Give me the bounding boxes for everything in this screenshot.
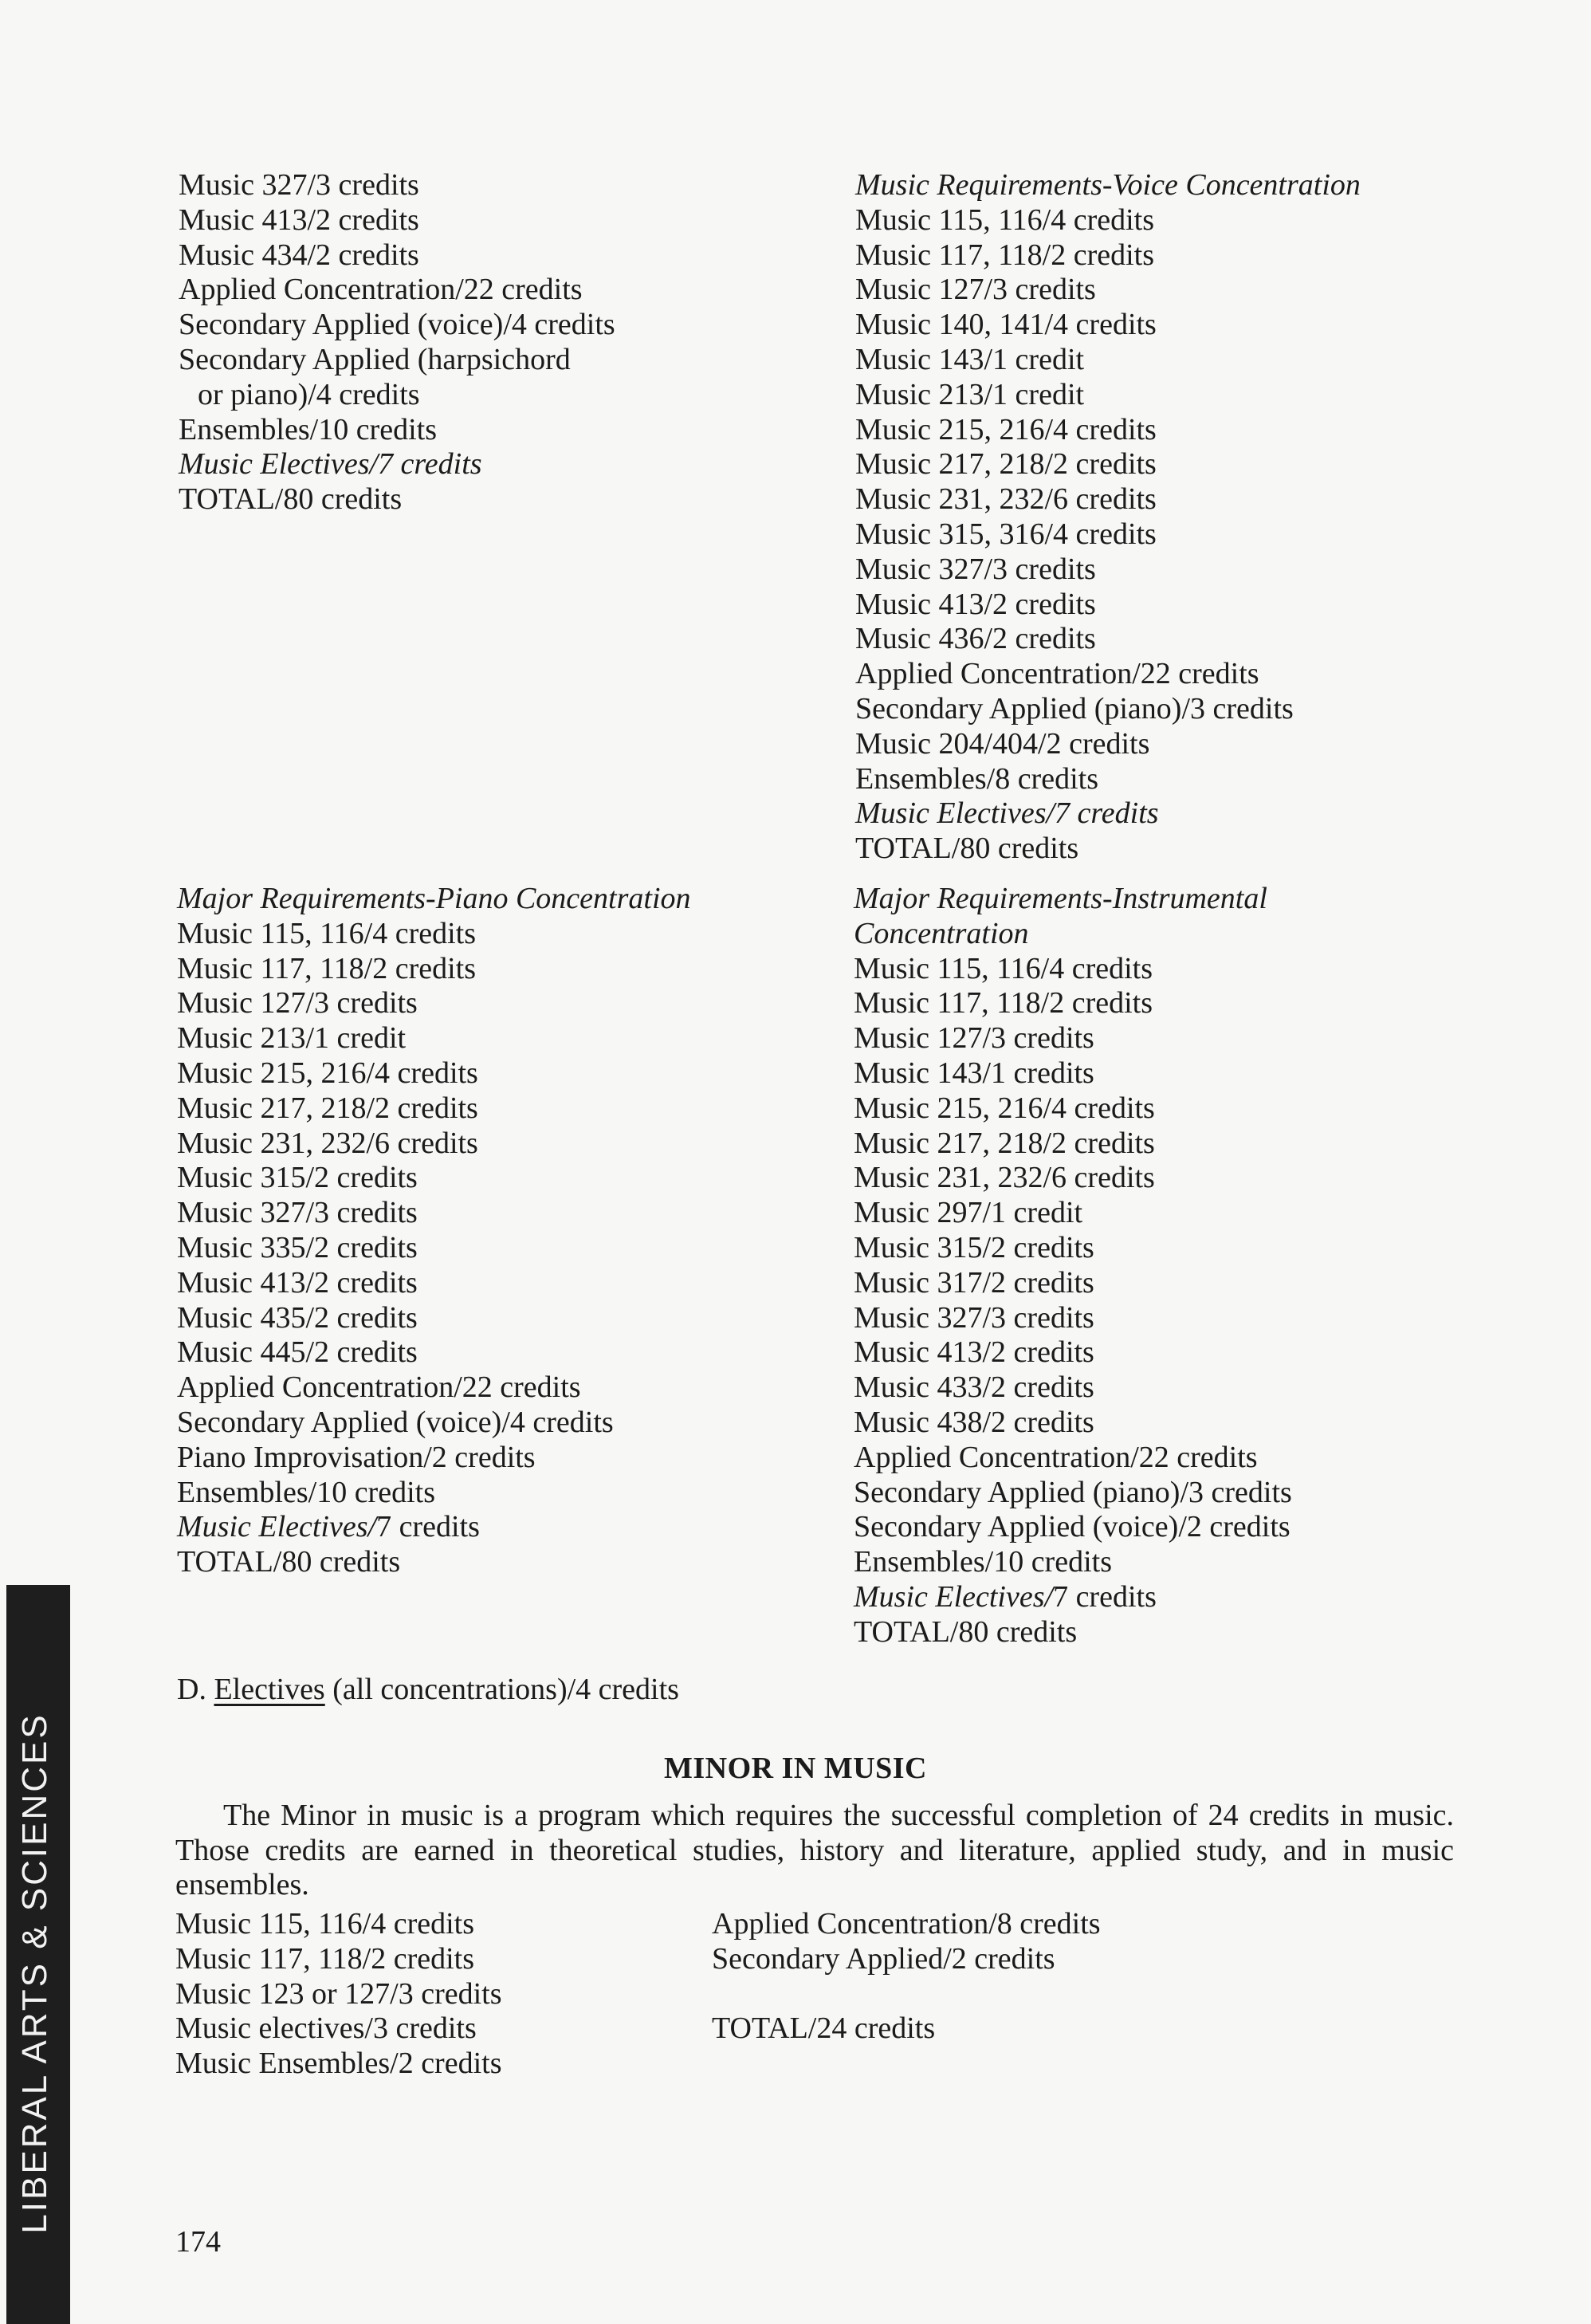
instrumental-heading-line-2: Concentration <box>854 916 1029 950</box>
credit-line: Music 413/2 credits <box>854 1335 1094 1370</box>
credit-line: Music Electives/7 credits <box>179 447 482 482</box>
minor-credit-line: Secondary Applied/2 credits <box>712 1941 1055 1976</box>
piano-concentration-column <box>177 882 691 1580</box>
credit-line: Music 117, 118/2 credits <box>177 951 477 985</box>
credit-line: Secondary Applied (voice)/2 credits <box>854 1510 1290 1544</box>
credit-line: Music 438/2 credits <box>854 1405 1094 1439</box>
credit-line: Music 413/2 credits <box>179 203 419 237</box>
credit-line: Music 436/2 credits <box>855 622 1096 656</box>
credit-line: Music 413/2 credits <box>855 587 1096 621</box>
credit-line: Secondary Applied (voice)/4 credits <box>179 308 615 342</box>
credit-line: Music 143/1 credits <box>854 1056 1094 1090</box>
credit-line: Music 215, 216/4 credits <box>855 412 1157 446</box>
credit-line: Music 327/3 credits <box>854 1300 1094 1335</box>
credit-line: Music 213/1 credit <box>855 377 1085 411</box>
credit-line: Music 231, 232/6 credits <box>855 482 1157 517</box>
voice-concentration-column <box>855 168 1361 867</box>
credit-line: Applied Concentration/22 credits <box>177 1370 581 1405</box>
page-number: 174 <box>175 2225 221 2259</box>
electives-rest: (all concentrations)/4 credits <box>324 1673 679 1706</box>
credit-line: Ensembles/10 credits <box>854 1545 1112 1579</box>
credit-line: Music 127/3 credits <box>854 1021 1094 1056</box>
minor-credit-line: TOTAL/24 credits <box>712 2011 936 2046</box>
side-tab-label: LIBERAL ARTS & SCIENCES <box>15 1713 54 2234</box>
credit-line: Music 215, 216/4 credits <box>177 1056 478 1090</box>
regular-part: 7 credits <box>376 1510 480 1544</box>
credit-line: Music 143/1 credit <box>855 342 1085 376</box>
minor-credit-line: Music 115, 116/4 credits <box>175 1907 475 1941</box>
italic-part: Music Electives/ <box>854 1579 1054 1614</box>
piano-concentration-heading: Major Requirements-Piano Concentration <box>177 882 691 915</box>
minor-credit-line: Music 117, 118/2 credits <box>175 1941 475 1976</box>
credit-line: Music 434/2 credits <box>179 238 419 272</box>
minor-credit-line: Music electives/3 credits <box>175 2011 477 2046</box>
minor-credit-line: Applied Concentration/8 credits <box>712 1907 1101 1941</box>
credit-line: Music 413/2 credits <box>177 1265 418 1300</box>
credit-line: Music 140, 141/4 credits <box>855 308 1157 342</box>
credit-line: TOTAL/80 credits <box>854 1614 1078 1649</box>
credit-line: Music 315/2 credits <box>177 1161 418 1195</box>
credit-line <box>854 1580 1292 1615</box>
credit-line: TOTAL/80 credits <box>179 482 403 517</box>
credit-line: Ensembles/10 credits <box>179 412 437 446</box>
credit-line: Music 445/2 credits <box>177 1335 418 1370</box>
credit-line: Applied Concentration/22 credits <box>855 657 1259 691</box>
credit-line: Secondary Applied (piano)/3 credits <box>854 1475 1292 1509</box>
minor-left-list <box>175 1907 502 2082</box>
credit-line: Music 115, 116/4 credits <box>177 916 477 950</box>
minor-right-list <box>712 1907 1101 2047</box>
credit-line: Music 297/1 credit <box>854 1196 1083 1230</box>
credit-line: Music 217, 218/2 credits <box>177 1091 478 1125</box>
credit-line: Music 127/3 credits <box>177 986 418 1020</box>
credit-line: Secondary Applied (voice)/4 credits <box>177 1405 614 1439</box>
minor-credit-line: Music Ensembles/2 credits <box>175 2047 502 2081</box>
credit-line: Music 215, 216/4 credits <box>854 1091 1155 1125</box>
credit-line: Ensembles/10 credits <box>177 1475 435 1509</box>
minor-heading: MINOR IN MUSIC <box>664 1752 927 1785</box>
instrumental-concentration-column <box>854 882 1292 1650</box>
credit-line: Applied Concentration/22 credits <box>854 1440 1258 1474</box>
credit-line: Music 117, 118/2 credits <box>855 238 1155 272</box>
credit-line: Music 217, 218/2 credits <box>855 447 1157 482</box>
credit-line: or piano)/4 credits <box>198 377 420 411</box>
credit-line: TOTAL/80 credits <box>177 1545 401 1579</box>
credit-line: Music 231, 232/6 credits <box>177 1126 478 1160</box>
credit-line: Secondary Applied (piano)/3 credits <box>855 691 1294 726</box>
regular-part: 7 credits <box>1053 1579 1157 1614</box>
credit-line <box>177 1510 691 1545</box>
minor-description: The Minor in music is a program which requires the successful completion of 24 credits in music. Those credits are earned in theoretical studies, history and literature, applied study, and in music ensembles. <box>175 1799 1454 1901</box>
credit-line: Music 327/3 credits <box>177 1196 418 1230</box>
credit-line: Music 315, 316/4 credits <box>855 517 1157 551</box>
credit-line: Music 217, 218/2 credits <box>854 1126 1155 1160</box>
credit-line: Music 127/3 credits <box>855 273 1096 307</box>
top-left-column <box>179 168 615 517</box>
credit-line: Music 117, 118/2 credits <box>854 986 1153 1020</box>
italic-part: Music Electives/ <box>177 1510 377 1544</box>
electives-line <box>177 1672 679 1707</box>
credit-line: Music 204/404/2 credits <box>855 726 1150 761</box>
credit-line: Music 231, 232/6 credits <box>854 1161 1155 1195</box>
credit-line: Music 335/2 credits <box>177 1230 418 1264</box>
minor-credit-line <box>712 1977 1101 2012</box>
credit-line: Music Electives/7 credits <box>855 796 1159 831</box>
credit-line: Ensembles/8 credits <box>855 761 1098 796</box>
voice-concentration-heading: Music Requirements-Voice Concentration <box>855 168 1361 202</box>
credit-line: Music 317/2 credits <box>854 1265 1094 1300</box>
credit-line: TOTAL/80 credits <box>855 832 1079 866</box>
credit-line: Music 115, 116/4 credits <box>854 951 1153 985</box>
instrumental-heading-line-1: Major Requirements-Instrumental <box>854 882 1267 915</box>
credit-line: Secondary Applied (harpsichord <box>179 342 571 376</box>
electives-prefix: D. <box>177 1673 214 1706</box>
credit-line: Music 433/2 credits <box>854 1370 1094 1405</box>
credit-line: Music 213/1 credit <box>177 1021 407 1056</box>
credit-line: Music 435/2 credits <box>177 1300 418 1335</box>
minor-credit-line: Music 123 or 127/3 credits <box>175 1976 502 2011</box>
credit-line: Applied Concentration/22 credits <box>179 273 583 307</box>
credit-line: Music 315/2 credits <box>854 1230 1094 1264</box>
credit-line: Music 327/3 credits <box>855 552 1096 586</box>
credit-line: Music 115, 116/4 credits <box>855 203 1155 237</box>
credit-line: Piano Improvisation/2 credits <box>177 1440 536 1474</box>
electives-underlined-word: Electives <box>214 1673 325 1706</box>
credit-line: Music 327/3 credits <box>179 168 419 202</box>
